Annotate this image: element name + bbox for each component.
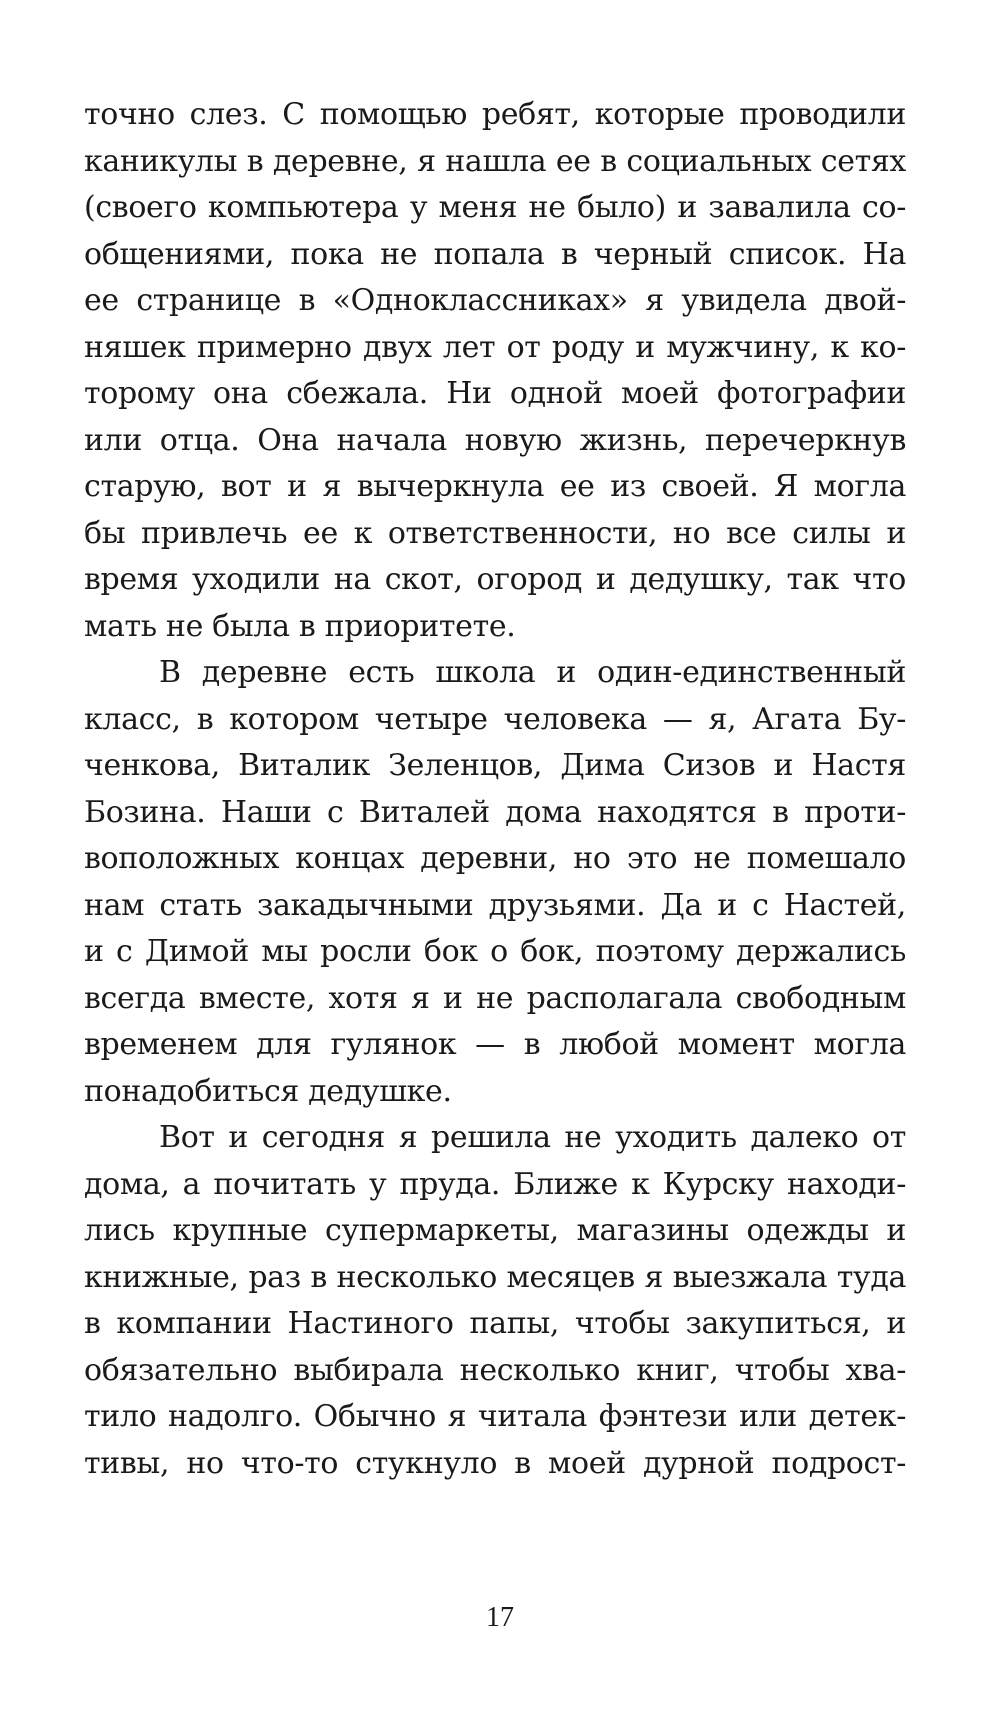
text-line: торому она сбежала. Ни одной моей фотографии	[84, 376, 906, 411]
text-line: всегда вместе, хотя я и не располагала свободным	[84, 980, 906, 1016]
text-line: обязательно выбирала несколько книг, чтобы хва-	[84, 1352, 906, 1388]
text-line: няшек примерно двух лет от роду и мужчину, к ко-	[84, 329, 906, 365]
paragraph-end-line: понадобиться дедушке.	[84, 1073, 452, 1109]
paragraph-first-line: В деревне есть школа и один-единственный	[159, 655, 906, 690]
text-line: бы привлечь ее к ответственности, но все силы и	[84, 515, 906, 551]
body-text	[84, 92, 906, 1487]
text-line: класс, в котором четыре человека — я, Агата Бу-	[84, 701, 906, 737]
text-line: дома, а почитать у пруда. Ближе к Курску находи-	[84, 1166, 906, 1202]
text-line: нам стать закадычными друзьями. Да и с Настей,	[84, 887, 906, 923]
text-line: книжные, раз в несколько месяцев я выезжала туда	[84, 1259, 906, 1295]
paragraph-end-line: мать не была в приоритете.	[84, 608, 516, 644]
text-line: временем для гулянок — в любой момент могла	[84, 1027, 906, 1062]
text-line: старую, вот и я вычеркнула ее из своей. Я могла	[84, 469, 906, 504]
text-line: Бозина. Наши с Виталей дома находятся в проти-	[84, 794, 906, 830]
text-line: время уходили на скот, огород и дедушку, так что	[84, 562, 906, 597]
paragraph-first-line: Вот и сегодня я решила не уходить далеко от	[159, 1120, 906, 1155]
text-line: и с Димой мы росли бок о бок, поэтому держались	[84, 934, 906, 969]
text-line: воположных концах деревни, но это не помешало	[84, 841, 906, 876]
text-line: тило надолго. Обычно я читала фэнтези или детек-	[84, 1399, 906, 1434]
text-line: общениями, пока не попала в черный список. На	[84, 236, 906, 272]
text-line: лись крупные супермаркеты, магазины одежды и	[84, 1213, 906, 1248]
text-line: (своего компьютера у меня не было) и завалила со-	[84, 190, 906, 225]
text-line: точно слез. С помощью ребят, которые проводили	[84, 97, 906, 132]
text-line: ченкова, Виталик Зеленцов, Дима Сизов и Настя	[84, 748, 906, 783]
text-line: каникулы в деревне, я нашла ее в социальных сетях	[84, 143, 906, 179]
text-line: ее странице в «Одноклассниках» я увидела двой-	[84, 283, 906, 318]
text-line: тивы, но что-то стукнуло в моей дурной подрост-	[84, 1445, 906, 1481]
text-line: в компании Настиного папы, чтобы закупиться, и	[84, 1306, 906, 1341]
page-number: 17	[486, 1602, 514, 1633]
text-line: или отца. Она начала новую жизнь, перечеркнув	[84, 422, 906, 458]
